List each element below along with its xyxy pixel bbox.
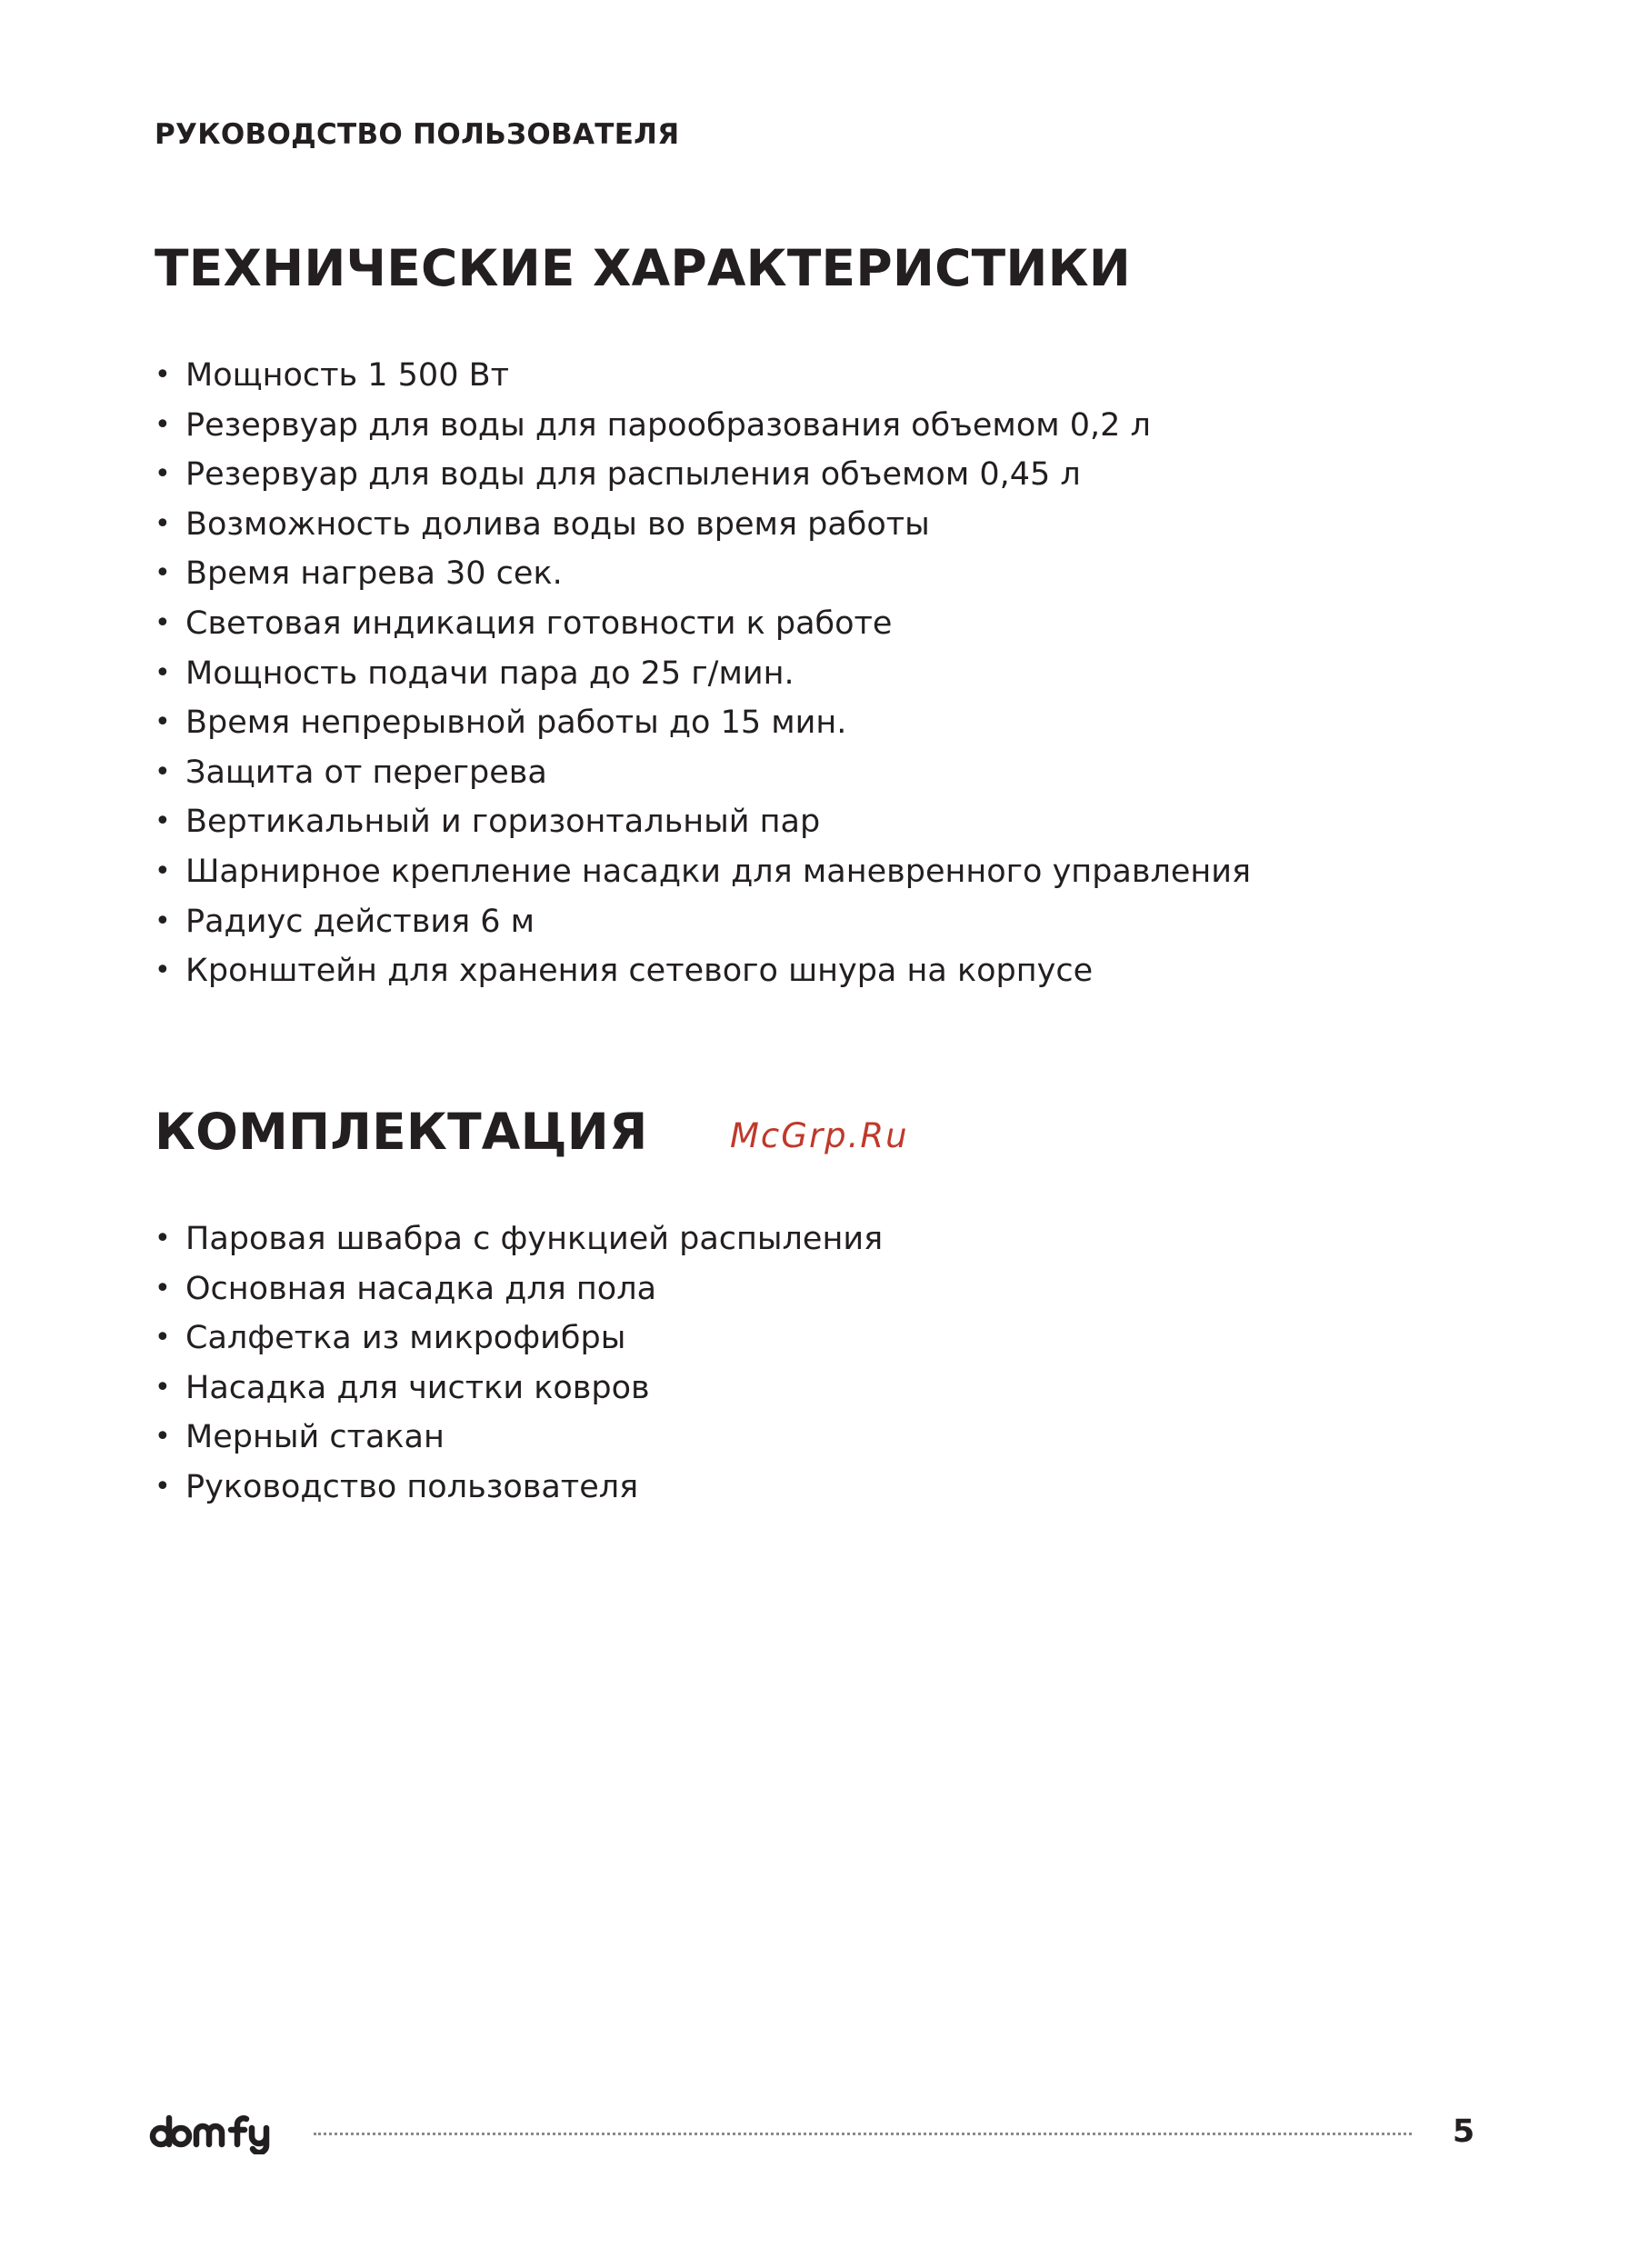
- list-item: • Кронштейн для хранения сетевого шнура на корпусе: [155, 946, 1251, 996]
- list-item: • Мощность 1 500 Вт: [155, 351, 1251, 401]
- page-number: 5: [1452, 2113, 1475, 2150]
- list-item: • Возможность долива воды во время работы: [155, 500, 1251, 550]
- list-item: • Мощность подачи пара до 25 г/мин.: [155, 649, 1251, 699]
- list-item: • Паровая швабра с функцией распыления: [155, 1214, 883, 1264]
- list-item: • Насадка для чистки ковров: [155, 1364, 883, 1414]
- list-item: • Время нагрева 30 сек.: [155, 549, 1251, 599]
- list-item: • Защита от перегрева: [155, 748, 1251, 798]
- list-item: • Световая индикация готовности к работе: [155, 599, 1251, 649]
- list-item: • Салфетка из микрофибры: [155, 1314, 883, 1364]
- list-item: • Мерный стакан: [155, 1413, 883, 1463]
- specs-list: [155, 351, 1251, 996]
- footer-dotted-rule: [314, 2133, 1412, 2135]
- list-item: • Радиус действия 6 м: [155, 897, 1251, 947]
- list-item: • Вертикальный и горизонтальный пар: [155, 797, 1251, 847]
- domfy-logo-icon: [149, 2105, 278, 2154]
- kit-title: КОМПЛЕКТАЦИЯ: [155, 1103, 648, 1161]
- list-item: • Резервуар для воды для парообразования объемом 0,2 л: [155, 401, 1251, 451]
- watermark: McGrp.Ru: [730, 1116, 909, 1155]
- running-header: РУКОВОДСТВО ПОЛЬЗОВАТЕЛЯ: [155, 118, 680, 151]
- list-item: • Время непрерывной работы до 15 мин.: [155, 698, 1251, 748]
- list-item: • Руководство пользователя: [155, 1463, 883, 1513]
- specs-title: ТЕХНИЧЕСКИЕ ХАРАКТЕРИСТИКИ: [155, 239, 1131, 297]
- list-item: • Шарнирное крепление насадки для маневренного управления: [155, 847, 1251, 897]
- list-item: • Резервуар для воды для распыления объемом 0,45 л: [155, 450, 1251, 500]
- list-item: • Основная насадка для пола: [155, 1264, 883, 1314]
- kit-list: [155, 1214, 883, 1513]
